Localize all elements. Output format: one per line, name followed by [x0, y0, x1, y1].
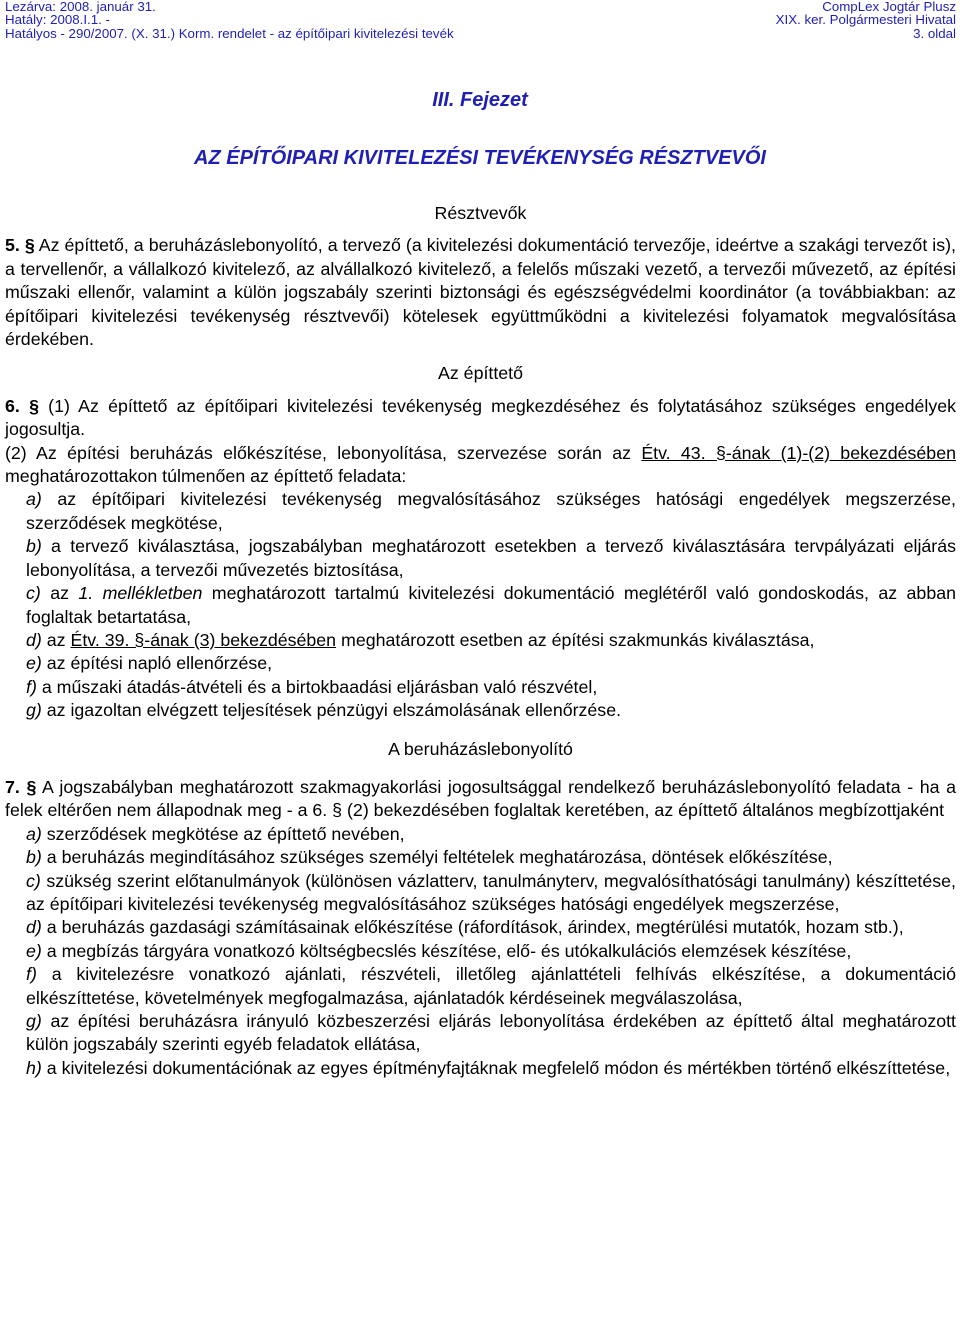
list-item-7h	[5, 1057, 956, 1080]
section-heading-resztvevok: Résztvevők	[434, 203, 527, 223]
item-text: meghatározott esetben az építési szakmunkás kiválasztása,	[336, 629, 815, 650]
link-etv-43-paragraph[interactable]: §-ának (1)-(2) bekezdésében	[715, 442, 956, 463]
item-text: a megbízás tárgyára vonatkozó költségbecslés készítése, elő- és utókalkulációs elemzések készítése,	[41, 940, 852, 961]
section-sign: §	[24, 235, 35, 256]
item-text: a beruházás gazdasági számításainak előkészítése (ráfordítások, árindex, megtérülési mutatók, hozam stb.),	[41, 917, 904, 938]
item-text: az építési napló ellenőrzése,	[41, 653, 273, 674]
list-item-6e	[5, 652, 956, 675]
list-item-7b	[5, 846, 956, 869]
item-text: meghatározott tartalmú kivitelezési dokumentáció meglétéről való gondoskodás, az abban foglaltak betartatása,	[26, 583, 956, 627]
item-label: h)	[26, 1057, 42, 1078]
list-item-6a	[5, 488, 956, 535]
item-label: d)	[26, 629, 42, 650]
list-item-6c	[5, 582, 956, 629]
chapter-number: III. Fejezet	[432, 89, 528, 111]
page-header	[0, 0, 960, 40]
header-effect-date: Hatály: 2008.I.1. -	[5, 12, 110, 28]
item-label: g)	[26, 1011, 42, 1031]
item-label: b)	[26, 847, 42, 868]
paragraph-text: A jogszabályban meghatározott szakmagyakorlási jogosultsággal rendelkező beruházáslebonyolító feladata - ha a felek eltérően nem állapodnak meg - a 6. § (2) bekezdésében foglaltak keretében, az építtető általános megbízottjaként	[5, 776, 956, 821]
paragraph-number: 7.	[5, 776, 20, 797]
paragraph-text: meghatározottakon túlmenően az építtető feladata:	[5, 466, 407, 487]
item-label: g)	[26, 700, 42, 721]
paragraph-6-2	[5, 442, 956, 489]
item-label: b)	[26, 536, 42, 557]
list-item-7d	[5, 916, 956, 939]
list-item-6g	[5, 699, 956, 722]
header-right	[776, 0, 956, 40]
list-item-6b	[5, 535, 956, 582]
paragraph-text: Az építtető, a beruházáslebonyolító, a tervező (a kivitelezési dokumentáció tervezője, ideértve a szakági tervezőt is), a tervellenőr, a vállalkozó kivitelező, az alvállalkozó kivitelező, a felelős műszaki vezető, a tervezői művezető, az építési műszaki ellenőr, valamint a külön jogszabály szerinti biztonsági és egészségvédelmi koordinátor (a továbbiakban: az építőipari kivitelezési tevékenység résztvevői) kötelesek együttműködni a kivitelezési folyamatok megvalósítása érdekében.	[5, 235, 956, 350]
link-etv-43[interactable]: Étv. 43.	[641, 442, 706, 463]
item-label: d)	[26, 917, 42, 938]
item-text: az	[41, 629, 71, 650]
paragraph-text: (1) Az építtető az építőipari kivitelezési tevékenység megkezdéséhez és folytatásához szükséges engedélyek jogosultja.	[5, 395, 956, 440]
item-text: szerződések megkötése az építtető nevében,	[41, 823, 405, 844]
item-text: a kivitelezési dokumentációnak az egyes építményfajtáknak megfelelő módon és mértékben történő elkészíttetése,	[41, 1057, 951, 1078]
link-etv-39[interactable]: Étv. 39.	[70, 629, 130, 650]
list-item-6d	[5, 629, 956, 652]
list-item-7g	[5, 1010, 956, 1057]
section-sign: §	[29, 395, 39, 416]
item-text: a műszaki átadás-átvételi és a birtokbaadási eljárásban való részvétel,	[36, 676, 598, 697]
paragraph-number: 5.	[5, 235, 20, 256]
item-label: e)	[26, 940, 42, 961]
paragraph-6-1	[5, 395, 956, 442]
item-text: az	[40, 583, 79, 604]
item-label: c)	[26, 870, 41, 891]
document-body	[5, 202, 956, 1080]
item-text: az építőipari kivitelezési tevékenység megvalósításához szükséges hatósági engedélyek megszerzése, szerződések megkötése,	[26, 489, 956, 533]
item-label: c)	[26, 583, 41, 604]
section-sign: §	[26, 776, 37, 797]
list-item-7e	[5, 940, 956, 963]
section-heading-beruhazaslebonyolito: A beruházáslebonyolító	[388, 738, 573, 759]
list-item-7c	[5, 870, 956, 917]
list-item-6f	[5, 676, 956, 699]
annex-reference: 1. mellékletben	[78, 583, 203, 604]
list-item-7a	[5, 823, 956, 846]
item-label: e)	[26, 653, 42, 674]
chapter-title: AZ ÉPÍTŐIPARI KIVITELEZÉSI TEVÉKENYSÉG RÉSZTVEVŐI	[194, 147, 766, 169]
header-closed-date: Lezárva: 2008. január 31.	[5, 0, 156, 14]
item-text: a kivitelezésre vonatkozó ajánlati, részvételi, illetőleg ajánlattételi felhívás elkészítése, a dokumentáció elkészíttetése, követelmények megfogalmazása, ajánlatadók kérdéseinek megválaszolása,	[26, 964, 956, 1008]
item-label: a)	[26, 823, 42, 844]
item-label: f)	[26, 676, 37, 697]
paragraph-7	[5, 776, 956, 823]
header-office: XIX. ker. Polgármesteri Hivatal	[775, 12, 956, 28]
header-document-ref: Hatályos - 290/2007. (X. 31.) Korm. rendelet - az építőipari kivitelezési tevék	[5, 25, 454, 41]
link-space	[706, 443, 716, 463]
paragraph-number: 6.	[5, 395, 20, 416]
item-text: az igazoltan elvégzett teljesítések pénzügyi elszámolásának ellenőrzése.	[41, 700, 622, 721]
header-left	[5, 0, 454, 40]
item-label: f)	[26, 964, 37, 985]
paragraph-5	[5, 234, 956, 351]
link-etv-39-paragraph[interactable]: §-ának (3) bekezdésében	[134, 629, 337, 650]
header-product: CompLex Jogtár Plusz	[822, 0, 956, 14]
section-heading-epitteto: Az építtető	[437, 363, 523, 384]
paragraph-text: (2) Az építési beruházás előkészítése, lebonyolítása, szervezése során az	[5, 442, 642, 463]
item-text: az építési beruházásra irányuló közbeszerzési eljárás lebonyolítása érdekében az építtető által meghatározott külön jogszabály szerinti egyéb feladatok ellátása,	[26, 1011, 956, 1055]
item-text: a beruházás megindításához szükséges személyi feltételek meghatározása, döntések előkészítése,	[41, 847, 833, 868]
item-text: a tervező kiválasztása, jogszabályban meghatározott esetekben a tervező kiválasztására tervpályázati eljárás lebonyolítása, a tervezői művezetés biztosítása,	[26, 536, 956, 580]
list-item-7f	[5, 963, 956, 1010]
header-page-number: 3. oldal	[913, 25, 956, 41]
item-text: szükség szerint előtanulmányok (különösen vázlatterv, tanulmányterv, megvalósíthatósági tanulmány) készíttetése, az építőipari kivitelezési tevékenység megvalósításához szükséges hatósági engedélyek megszerzése,	[26, 870, 956, 914]
item-label: a)	[26, 489, 42, 510]
